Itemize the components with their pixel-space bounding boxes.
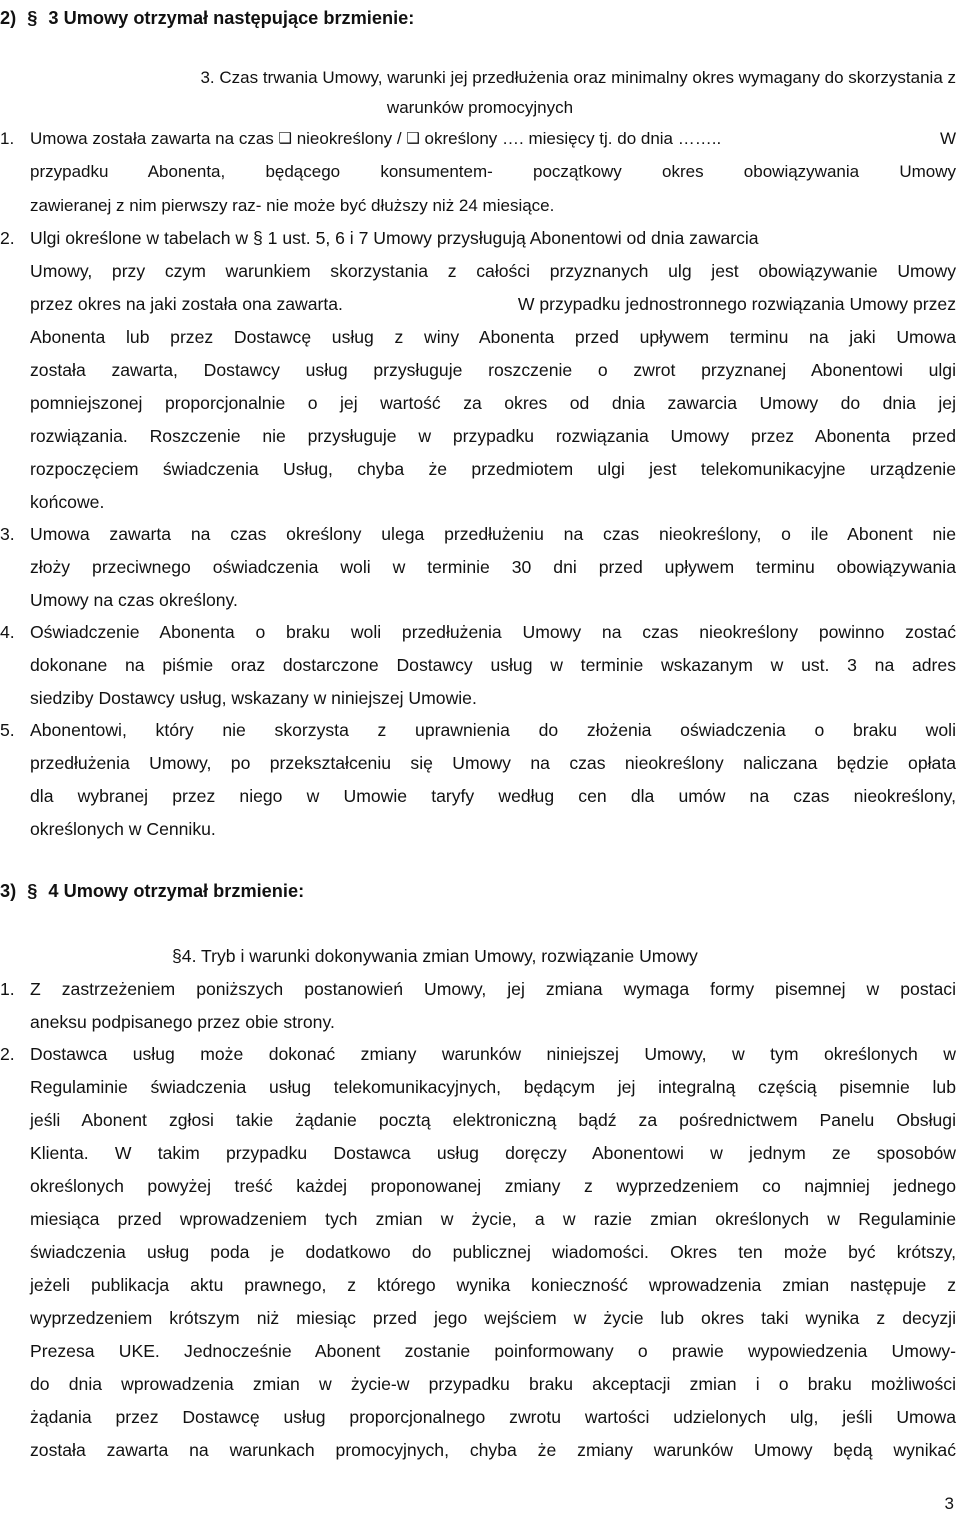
para-1-text-d: W xyxy=(939,129,956,148)
para-1-line2: przypadku Abonenta, będącego konsumentem- początkowy okres obowiązywania Umowy xyxy=(30,162,956,181)
clause-2-line6: miesiąca przed wprowadzeniem tych zmian w życie, a w razie zmian określonych w Regulaminie xyxy=(30,1209,956,1229)
clause-2-line1 xyxy=(0,1042,960,1066)
paragraph-sign: § xyxy=(172,946,182,966)
paragraph-sign: § xyxy=(252,228,263,248)
para-2-line9: końcowe. xyxy=(30,492,105,512)
para-1-text-a: Umowa została zawarta na czas xyxy=(30,129,274,148)
para-2-line1 xyxy=(0,226,960,250)
para-2-line7: rozwiązania. Roszczenie nie przysługuje w przypadku rozwiązania Umowy przez Abonenta przed xyxy=(30,426,956,446)
para-3-text: Umowa zawarta na czas określony ulega przedłużeniu na czas nieokreślony, o ile Abonent nie xyxy=(30,524,956,544)
section3-title-line2 xyxy=(0,96,960,120)
clause-1-line1 xyxy=(0,977,960,1001)
para-2-text-b: 1 ust. xyxy=(267,228,311,248)
clause-2-line4: Klienta. W takim przypadku Dostawca usług doręczy Abonentowi w jednym ze sposobów xyxy=(30,1143,956,1163)
para-5-line1 xyxy=(0,718,960,742)
clause-2-line2: Regulaminie świadczenia usług telekomunikacyjnych, będącym jej integralną częścią pisemnie lub xyxy=(30,1077,956,1097)
checkbox-icon[interactable]: ❑ xyxy=(278,130,292,147)
section-heading-3 xyxy=(0,879,960,903)
para-5-line4: określonych w Cenniku. xyxy=(30,819,216,839)
heading-text: 4 Umowy otrzymał brzmienie: xyxy=(48,881,305,901)
para-3-line3: Umowy na czas określony. xyxy=(30,590,238,610)
para-1-text-b: nieokreślony / xyxy=(296,129,402,148)
clause-2-line11: do dnia wprowadzenia zmian w życie-w przypadku braku akceptacji zmian i o braku możliwości xyxy=(30,1374,956,1394)
clause-2-line12: żądania przez Dostawcę usług proporcjonalnego zwrotu wartości udzielonych ulg, jeśli Umowa xyxy=(30,1407,956,1427)
clause-2-line13: została zawarta na warunkach promocyjnych, chyba że zmiany warunków Umowy będą wynikać xyxy=(30,1440,956,1460)
para-1-text-c: określony …. miesięcy tj. do dnia …….. xyxy=(424,129,722,148)
clause-2-line8: jeżeli publikacja aktu prawnego, z którego wynika konieczność wprowadzenia zmian następuje z xyxy=(30,1275,956,1295)
paragraph-sign: § xyxy=(27,8,38,28)
para-5-line2: przedłużenia Umowy, po przekształceniu się Umowy na czas nieokreślony naliczana będzie opłata xyxy=(30,753,956,773)
para-4-line1 xyxy=(0,620,960,644)
para-5-text: Abonentowi, który nie skorzysta z uprawnienia do złożenia oświadczenia o braku woli xyxy=(30,720,956,740)
para-2-number: 2. xyxy=(0,228,15,248)
page-number: 3 xyxy=(944,1494,954,1513)
clause-2-line9: wyprzedzeniem krótszym niż miesiąc przed jego wejściem w życie lub okres taki wynika z decyzji xyxy=(30,1308,956,1328)
para-4-line3: siedziby Dostawcy usług, wskazany w niniejszej Umowie. xyxy=(30,688,477,708)
para-1-line1 xyxy=(0,127,960,152)
clause-2-number: 2. xyxy=(0,1044,15,1064)
para-5-line3: dla wybranej przez niego w Umowie taryfy według cen dla umów na czas nieokreślony, xyxy=(30,786,956,806)
para-2-line2: Umowy, przy czym warunkiem skorzystania z całości przyznanych ulg jest obowiązywanie Umowy xyxy=(30,261,956,281)
para-2-text-l3a: przez okres na jaki została ona zawarta. xyxy=(30,294,343,314)
para-2-text-l3b: W przypadku jednostronnego rozwiązania Umowy przez xyxy=(517,294,956,314)
heading-number: 3) xyxy=(0,881,17,901)
section3-title-line1 xyxy=(0,66,960,90)
para-3-number: 3. xyxy=(0,524,15,544)
clause-2-line5: określonych powyżej treść każdej proponowanej zmiany z wyprzedzeniem co najmniej jednego xyxy=(30,1176,956,1196)
para-5-number: 5. xyxy=(0,720,15,740)
para-2-line3 xyxy=(30,292,956,316)
heading-number: 2) xyxy=(0,8,17,28)
clause-2-line3: jeśli Abonent zgłosi takie żądanie pocztą elektroniczną bądź za pośrednictwem Panelu Obsługi xyxy=(30,1110,956,1130)
section4-title-text: 4. Tryb i warunki dokonywania zmian Umowy, rozwiązanie Umowy xyxy=(181,946,698,966)
para-2-text-a: Ulgi określone w tabelach w xyxy=(30,228,249,248)
clause-2-line7: świadczenia usług poda je dodatkowo do publicznej wiadomości. Okres ten może być krótszy, xyxy=(30,1242,956,1262)
para-2-line5: została zawarta, Dostawcy usług przysługuje roszczenie o zwrot przyznanej Abonentowi ulgi xyxy=(30,360,956,380)
para-2-line8: rozpoczęciem świadczenia Usług, chyba że przedmiotem ulgi jest telekomunikacyjne urządzenie xyxy=(30,459,956,479)
section4-title xyxy=(172,944,960,968)
para-4-line2: dokonane na piśmie oraz dostarczone Dostawcy usług w terminie wskazanym w ust. 3 na adres xyxy=(30,655,956,675)
clause-1-number: 1. xyxy=(0,979,15,999)
para-1-line3: zawieranej z nim pierwszy raz- nie może być dłuższy niż 24 miesiące. xyxy=(30,196,555,215)
clause-1-line2: aneksu podpisanego przez obie strony. xyxy=(30,1012,335,1032)
section3-title-text2: warunków promocyjnych xyxy=(386,98,574,117)
para-2-text-c: 5, 6 i 7 Umowy przysługują Abonentowi od dnia zawarcia xyxy=(315,228,759,248)
para-3-line1 xyxy=(0,522,960,546)
clause-2-text: Dostawca usług może dokonać zmiany warunków niniejszej Umowy, w tym określonych w xyxy=(30,1044,956,1064)
para-3-line2: złoży przeciwnego oświadczenia woli w terminie 30 dni przed upływem terminu obowiązywania xyxy=(30,557,956,577)
clause-2-line10: Prezesa UKE. Jednocześnie Abonent zostanie poinformowany o prawie wypowiedzenia Umowy- xyxy=(30,1341,956,1361)
para-4-number: 4. xyxy=(0,622,15,642)
para-2-line6: pomniejszonej proporcjonalnie o jej wartość za okres od dnia zawarcia Umowy do dnia jej xyxy=(30,393,956,413)
section3-title-text1: 3. Czas trwania Umowy, warunki jej przedłużenia oraz minimalny okres wymagany do skorzystania z xyxy=(200,68,956,87)
clause-1-text: Z zastrzeżeniem poniższych postanowień Umowy, jej zmiana wymaga formy pisemnej w postaci xyxy=(30,979,956,999)
para-2-line4: Abonenta lub przez Dostawcę usług z winy Abonenta przed upływem terminu na jaki Umowa xyxy=(30,327,956,347)
section-heading-2 xyxy=(0,6,960,30)
heading-text: 3 Umowy otrzymał następujące brzmienie: xyxy=(48,8,415,28)
checkbox-icon[interactable]: ❑ xyxy=(406,130,420,147)
para-1-number: 1. xyxy=(0,129,15,148)
paragraph-sign: § xyxy=(27,881,38,901)
para-4-text: Oświadczenie Abonenta o braku woli przedłużenia Umowy na czas nieokreślony powinno zostać xyxy=(30,622,956,642)
